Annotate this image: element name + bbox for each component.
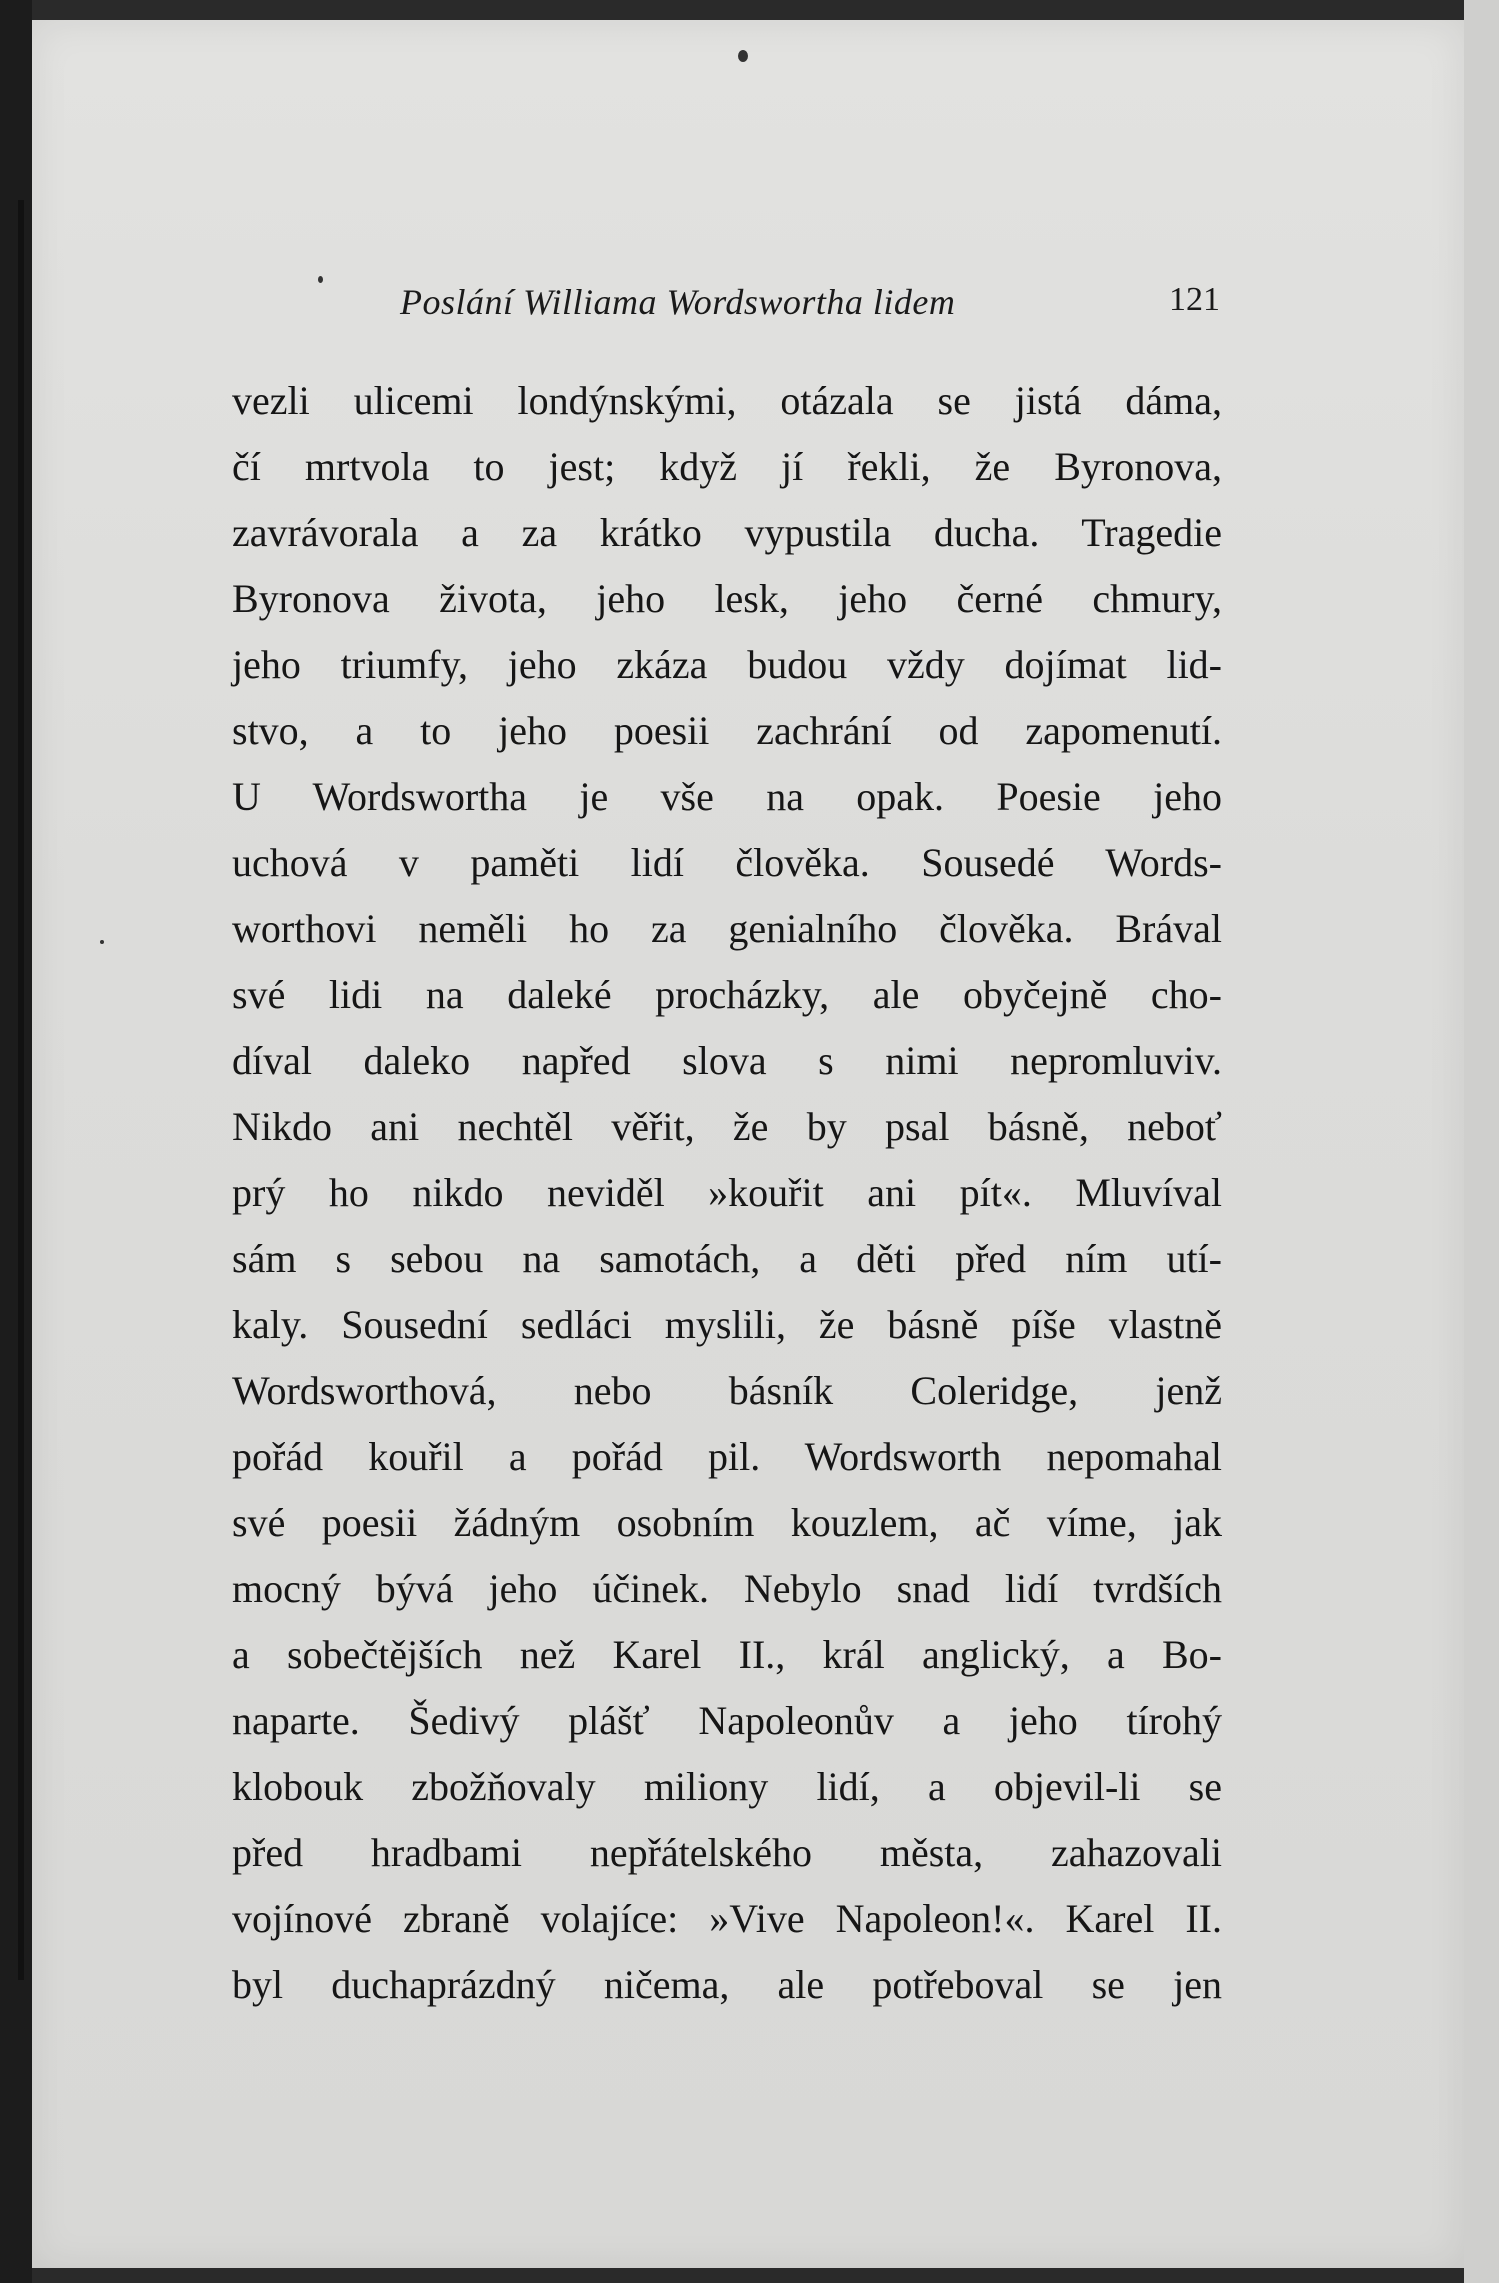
text-line: naparte. Šedivý plášť Napoleonův a jeho tírohý	[232, 1698, 1222, 1743]
text-line: kaly. Sousední sedláci myslili, že básně píše vlastně	[232, 1302, 1222, 1347]
text-line: zavrávorala a za krátko vypustila ducha. Tragedie	[232, 510, 1222, 555]
running-title: Poslání Williama Wordswortha lidem	[400, 282, 956, 322]
text-line: své poesii žádným osobním kouzlem, ač víme, jak	[232, 1500, 1222, 1545]
text-line: Byronova života, jeho lesk, jeho černé chmury,	[232, 576, 1222, 621]
text-line: byl duchaprázdný ničema, ale potřeboval se jen	[232, 1962, 1222, 2007]
page-number: 121	[1169, 281, 1220, 318]
scan-left-edge	[0, 0, 32, 2283]
running-head	[400, 281, 1220, 331]
text-line: Nikdo ani nechtěl věřit, že by psal básně, neboť	[232, 1104, 1222, 1149]
scan-speck	[100, 940, 104, 944]
text-line: worthovi neměli ho za genialního člověka. Brával	[232, 906, 1222, 951]
text-line: pořád kouřil a pořád pil. Wordsworth nepomahal	[232, 1434, 1222, 1479]
text-line: své lidi na daleké procházky, ale obyčejně cho-	[232, 972, 1222, 1017]
body-text	[232, 368, 1222, 2018]
text-line: prý ho nikdo neviděl »kouřit ani pít«. Mluvíval	[232, 1170, 1222, 1215]
text-line: vezli ulicemi londýnskými, otázala se jistá dáma,	[232, 378, 1222, 423]
text-line: a sobečtějších než Karel II., král anglický, a Bo-	[232, 1632, 1222, 1677]
text-line: jeho triumfy, jeho zkáza budou vždy dojímat lid-	[232, 642, 1222, 687]
scan-speck	[318, 276, 323, 283]
text-line: čí mrtvola to jest; když jí řekli, že Byronova,	[232, 444, 1222, 489]
text-line: mocný bývá jeho účinek. Nebylo snad lidí tvrdších	[232, 1566, 1222, 1611]
text-line: klobouk zbožňovaly miliony lidí, a objevil-li se	[232, 1764, 1222, 1809]
text-line: vojínové zbraně volajíce: »Vive Napoleon!«. Karel II.	[232, 1896, 1222, 1941]
text-line: díval daleko napřed slova s nimi nepromluviv.	[232, 1038, 1222, 1083]
scan-speck	[738, 50, 748, 62]
scan-binding-rule	[18, 200, 24, 1980]
text-line: před hradbami nepřátelského města, zahazovali	[232, 1830, 1222, 1875]
text-line: uchová v paměti lidí člověka. Sousedé Words-	[232, 840, 1222, 885]
text-line: Wordsworthová, nebo básník Coleridge, jenž	[232, 1368, 1222, 1413]
text-line: stvo, a to jeho poesii zachrání od zapomenutí.	[232, 708, 1222, 753]
text-line: U Wordswortha je vše na opak. Poesie jeho	[232, 774, 1222, 819]
scan-right-edge	[1464, 0, 1499, 2283]
text-line: sám s sebou na samotách, a děti před ním utí-	[232, 1236, 1222, 1281]
